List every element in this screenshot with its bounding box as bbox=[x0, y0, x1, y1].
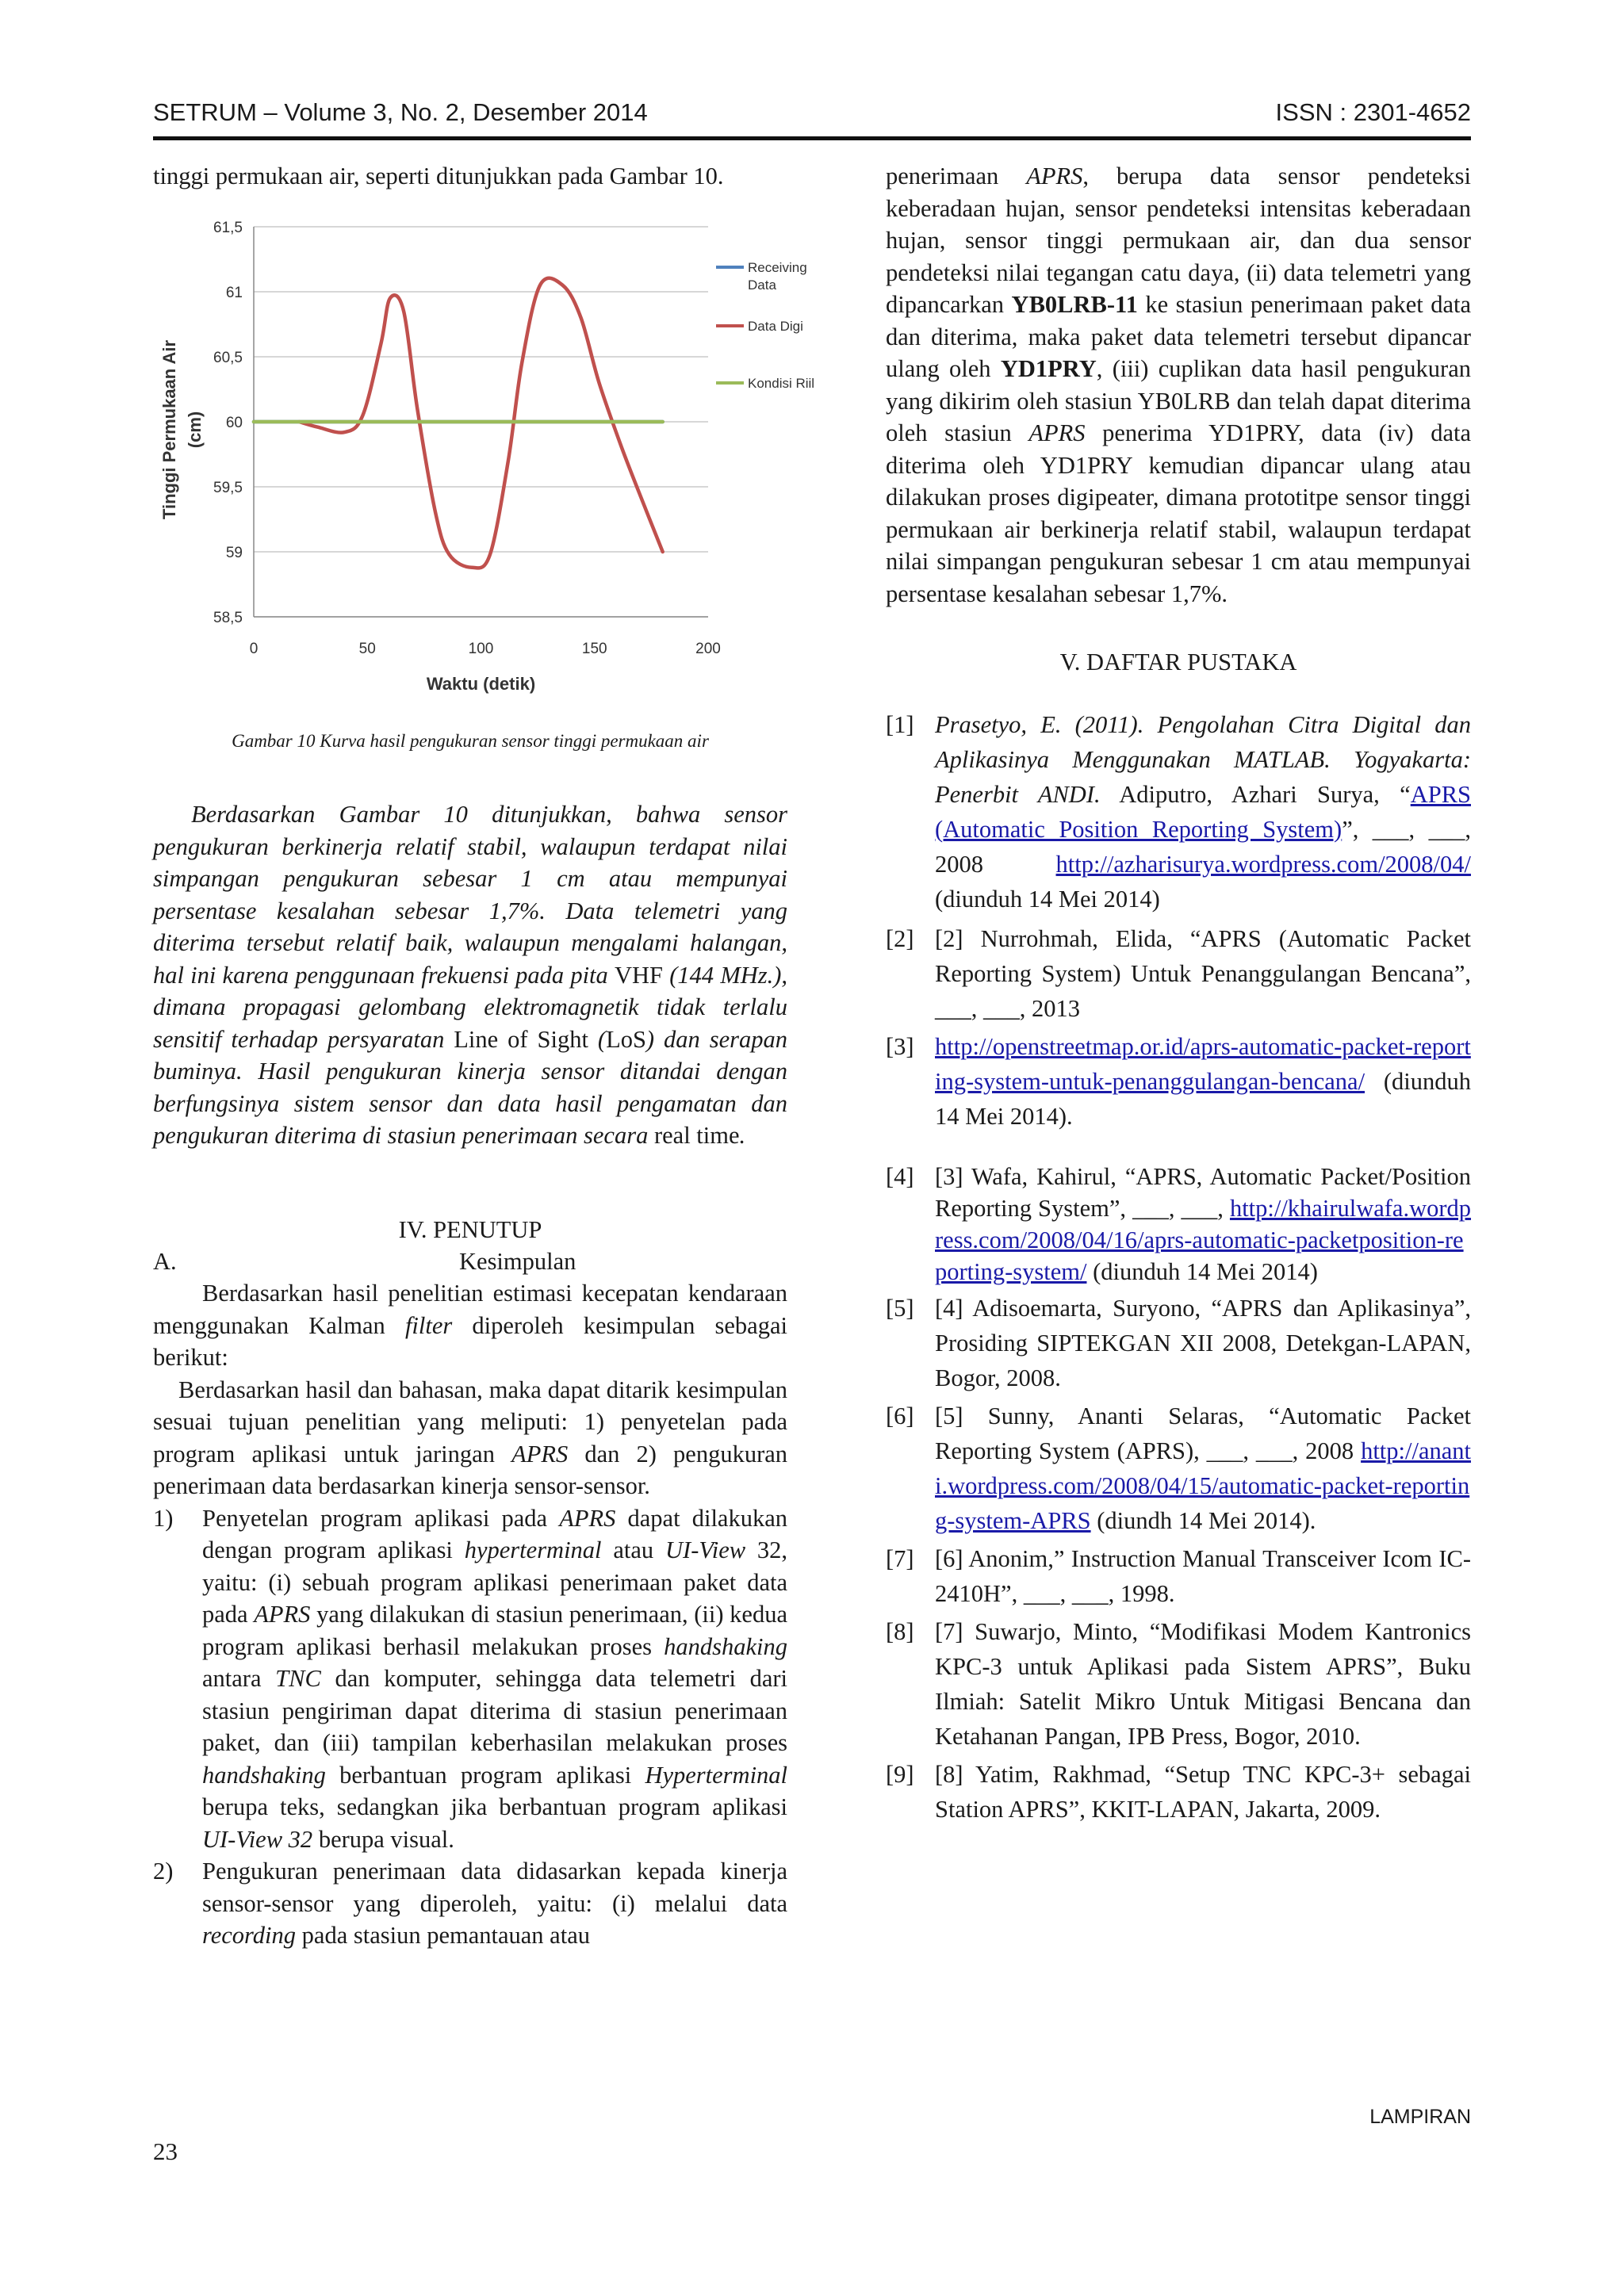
x-tick-label: 0 bbox=[249, 640, 259, 657]
ref-link[interactable]: APRS (Automatic Position Reporting System) bbox=[935, 780, 1471, 843]
y-tick-label: 59 bbox=[225, 544, 243, 561]
reference-7: [7] [6] Anonim,” Instruction Manual Transceiver Icom IC-2410H”, ___, ___, 1998. bbox=[886, 1544, 1471, 1607]
item-number: 1) bbox=[153, 1504, 174, 1532]
y-tick-label: 58,5 bbox=[213, 609, 243, 626]
reference-1: [1] Prasetyo, E. (2011). Pengolahan Citra Digital dan Aplikasinya Menggunakan MATLAB. Yogyakarta: Penerbit ANDI. Adiputro, Azhari Surya, “APRS (Automatic Position Reporting System)”, ___, ___, 2008 http://azharisurya.wordpress.com/2008/04/ (diunduh 14 Mei 2014) bbox=[886, 710, 1471, 913]
y-tick-label: 61,5 bbox=[213, 219, 243, 236]
x-tick-label: 50 bbox=[358, 640, 376, 657]
subsection-label: A. bbox=[153, 1248, 177, 1275]
ref-link[interactable]: http://khairulwafa.wordpress.com/2008/04/16/aprs-automatic-packetposition-reporting-system/ bbox=[935, 1194, 1472, 1285]
conclusion-item-1: 1) Penyetelan program aplikasi pada APRS dapat dilakukan dengan program aplikasi hyperterminal atau UI-View 32, yaitu: (i) sebuah program aplikasi penerimaan paket data pada APRS yang dilakukan di stasiun penerimaan, (ii) kedua program aplikasi berhasil melakukan proses handshaking antara TNC dan komputer, sehingga data telemetri dari stasiun pengiriman dapat diterima di stasiun penerimaan paket, dan (iii) tampilan keberhasilan melakukan proses handshaking berbantuan program aplikasi Hyperterminal berupa teks, sedangkan jika berbantuan program aplikasi UI-View 32 berupa visual. bbox=[153, 1502, 787, 1856]
lampiran-label: LAMPIRAN bbox=[1369, 2106, 1471, 2128]
chart-svg bbox=[153, 207, 815, 714]
reference-5: [5] [4] Adisoemarta, Suryono, “APRS dan Aplikasinya”, Prosiding SIPTEKGAN XII 2008, Detekgan-LAPAN, Bogor, 2008. bbox=[886, 1294, 1471, 1391]
journal-header: SETRUM – Volume 3, No. 2, Desember 2014 bbox=[153, 98, 648, 126]
references-title: V. DAFTAR PUSTAKA bbox=[1059, 649, 1297, 675]
x-tick-label: 150 bbox=[581, 640, 607, 657]
header-rule bbox=[153, 136, 1471, 140]
y-axis-label-unit: (cm) bbox=[185, 411, 205, 448]
conclusion-item-2: 2) Pengukuran penerimaan data didasarkan kepada kinerja sensor-sensor yang diperoleh, yaitu: (i) melalui data recording pada stasiun pemantauan atau bbox=[153, 1855, 787, 1952]
ref-link[interactable]: http://ananti.wordpress.com/2008/04/15/automatic-packet-reporting-system-APRS bbox=[935, 1437, 1471, 1534]
y-tick-label: 61 bbox=[225, 284, 243, 301]
page-number: 23 bbox=[153, 2137, 178, 2165]
figure-10-chart bbox=[153, 207, 815, 714]
y-tick-label: 60 bbox=[225, 414, 243, 431]
ref-link[interactable]: http://openstreetmap.or.id/aprs-automatic-packet-reporting-system-untuk-penanggulangan-bencana/ bbox=[935, 1032, 1471, 1095]
subsection-title: Kesimpulan bbox=[459, 1248, 576, 1275]
reference-8: [8] [7] Suwarjo, Minto, “Modifikasi Modem Kantronics KPC-3 untuk Aplikasi pada Sistem APRS”, Buku Ilmiah: Satelit Mikro Untuk Mitigasi Bencana dan Ketahanan Pangan, IPB Press, Bogor, 2010. bbox=[886, 1617, 1471, 1750]
legend-label: Receiving Data bbox=[748, 259, 807, 293]
issn-header: ISSN : 2301-4652 bbox=[1275, 98, 1471, 126]
analysis-paragraph: Berdasarkan Gambar 10 ditunjukkan, bahwa sensor pengukuran berkinerja relatif stabil, walaupun terdapat nilai simpangan pengukuran sebesar 1 cm atau mempunyai persentase kesalahan sebesar 1,7%. Data telemetri yang diterima tersebut relatif baik, walaupun mengalami halangan, hal ini karena penggunaan frekuensi pada pita VHF (144 MHz.), dimana propagasi gelombang elektromagnetik tidak terlalu sensitif terhadap persyaratan Line of Sight (LoS) dan serapan buminya. Hasil pengukuran kinerja sensor ditandai dengan berfungsinya sistem sensor dan data hasil pengamatan dan pengukuran diterima di stasiun penerimaan secara real time. bbox=[153, 801, 788, 1149]
left-column bbox=[153, 160, 815, 1952]
legend-label: Data Digi bbox=[748, 318, 803, 334]
ref-link[interactable]: http://azharisurya.wordpress.com/2008/04/ bbox=[1055, 850, 1471, 878]
x-axis-label: Waktu (detik) bbox=[426, 673, 536, 694]
x-tick-label: 100 bbox=[468, 640, 494, 657]
conclusion-paragraph-2: Berdasarkan hasil dan bahasan, maka dapat ditarik kesimpulan sesuai tujuan penelitian yang meliputi: 1) penyetelan pada program aplikasi untuk jaringan APRS dan 2) pengukuran penerimaan data berdasarkan kinerja sensor-sensor. bbox=[153, 1376, 788, 1499]
item-number: 2) bbox=[153, 1858, 174, 1885]
subsection-kesimpulan bbox=[153, 1246, 787, 1277]
right-column bbox=[886, 160, 1471, 1827]
reference-2: [2] [2] Nurrohmah, Elida, “APRS (Automatic Packet Reporting System) Untuk Penanggulangan Bencana”, ___, ___, 2013 bbox=[886, 924, 1471, 1022]
reference-9: [9] [8] Yatim, Rakhmad, “Setup TNC KPC-3+ sebagai Station APRS”, KKIT-LAPAN, Jakarta, 2009. bbox=[886, 1760, 1471, 1823]
legend-label: Kondisi Riil bbox=[748, 375, 815, 391]
reference-4: [4] [3] Wafa, Kahirul, “APRS, Automatic Packet/Position Reporting System”, ___, ___, http://khairulwafa.wordpress.com/2008/04/16/aprs-automatic-packetposition-reporting-system/ (diunduh 14 Mei 2014) bbox=[886, 1162, 1472, 1285]
reference-6: [6] [5] Sunny, Ananti Selaras, “Automatic Packet Reporting System (APRS), ___, ___, 2008 http://ananti.wordpress.com/2008/04/15/automatic-packet-reporting-system-APRS (diundh 14 Mei 2014). bbox=[886, 1402, 1471, 1534]
figure-caption: Gambar 10 Kurva hasil pengukuran sensor tinggi permukaan air bbox=[232, 730, 709, 751]
continuation-paragraph: penerimaan APRS, berupa data sensor pendeteksi keberadaan hujan, sensor pendeteksi intensitas keberadaan hujan, sensor tinggi permukaan air, dan dua sensor pendeteksi nilai tegangan catu daya, (ii) data telemetri yang dipancarkan YB0LRB-11 ke stasiun penerimaan paket data dan diterima, maka paket data telemetri tersebut dipancar ulang oleh YD1PRY, (iii) cuplikan data hasil pengukuran yang dikirim oleh stasiun YB0LRB dan telah dapat diterima oleh stasiun APRS penerima YD1PRY, data (iv) data diterima oleh YD1PRY kemudian dipancar ulang atau dilakukan proses digipeater, dimana prototitpe sensor tinggi permukaan air berkinerja relatif stabil, walaupun terdapat nilai simpangan pengukuran sebesar 1 cm atau mempunyai persentase kesalahan sebesar 1,7%. bbox=[886, 163, 1472, 607]
conclusion-paragraph-1: Berdasarkan hasil penelitian estimasi kecepatan kendaraan menggunakan Kalman filter diperoleh kesimpulan sebagai berikut: bbox=[153, 1280, 787, 1371]
intro-paragraph: tinggi permukaan air, seperti ditunjukkan pada Gambar 10. bbox=[153, 163, 724, 189]
y-axis-label: Tinggi Permukaan Air bbox=[159, 339, 179, 519]
y-tick-label: 59,5 bbox=[213, 479, 243, 496]
x-tick-label: 200 bbox=[695, 640, 721, 657]
y-tick-label: 60,5 bbox=[213, 349, 243, 366]
section-penutup-title: IV. PENUTUP bbox=[398, 1215, 542, 1243]
reference-3: [3] http://openstreetmap.or.id/aprs-automatic-packet-reporting-system-untuk-penanggulangan-bencana/ (diunduh 14 Mei 2014). bbox=[886, 1032, 1471, 1130]
